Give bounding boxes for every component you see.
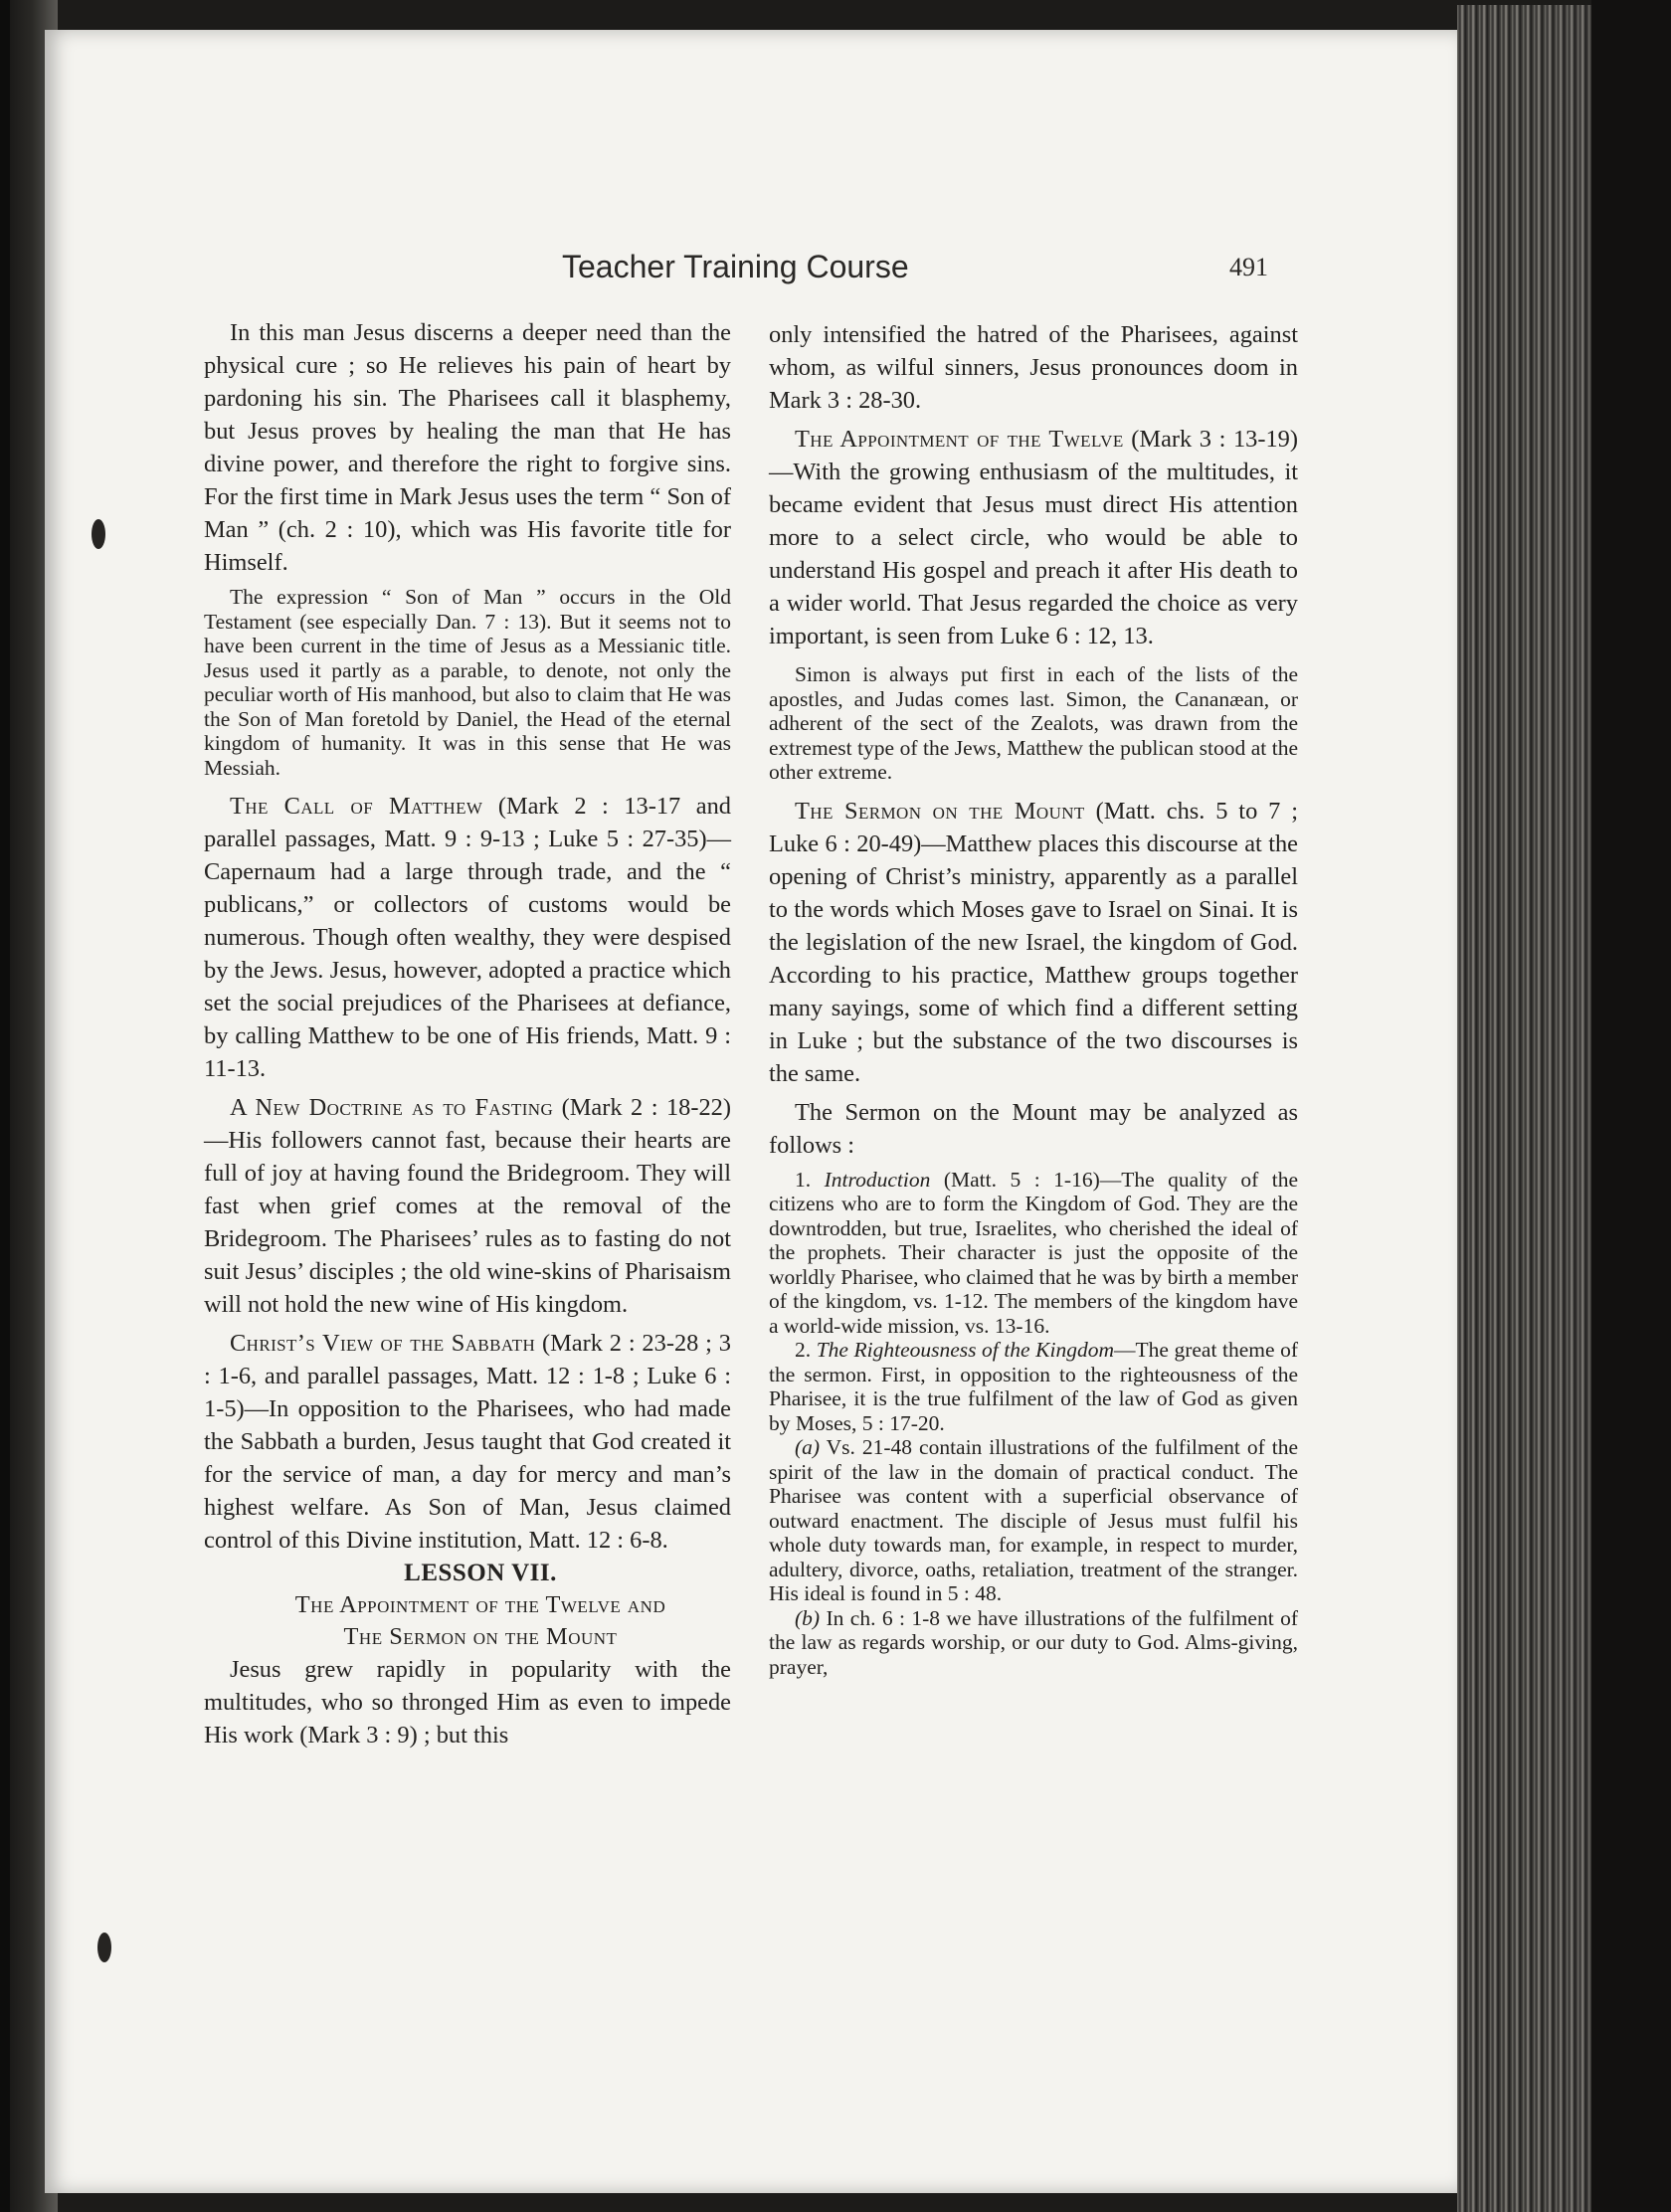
- punch-hole-top: [92, 519, 105, 549]
- paragraph-note: Simon is always put first in each of the lists of the apostles, and Judas comes last. Simon, the Cananæan, or adherent of the sect of the Zealots, was drawn from the extremest type of the Jews, Matthew the publican stood at the other extreme.: [769, 662, 1298, 784]
- page-number: 491: [1229, 253, 1268, 281]
- outline-item: [769, 1435, 1298, 1606]
- paragraph: [204, 1091, 731, 1321]
- right-text-column: [769, 318, 1298, 1679]
- outline-body: Vs. 21-48 contain illustrations of the fulfilment of the spirit of the law in the domain of practical conduct. The Pharisee was content with a superficial observance of outward enactment. The disciple of Jesus must fulfil his whole duty towards man, for example, in respect to murder, adultery, divorce, oaths, retaliation, treatment of the stranger. His ideal is found in 5 : 48.: [769, 1435, 1298, 1605]
- outline-number: 1.: [795, 1167, 825, 1192]
- outline-title: Introduction: [824, 1167, 931, 1192]
- paragraph: [769, 423, 1298, 652]
- outline-letter: (a): [795, 1435, 821, 1459]
- paragraph: only intensified the hatred of the Pharisees, against whom, as wilful sinners, Jesus pronounces doom in Mark 3 : 28-30.: [769, 321, 1298, 414]
- lesson-subtitle: [204, 1589, 731, 1653]
- book-cover-edge: [1591, 0, 1671, 2212]
- outline-title: The Righteousness of the Kingdom: [816, 1338, 1114, 1362]
- paragraph-body: (Mark 2 : 18-22)—His followers cannot fast, because their hearts are full of joy at having found the Bridegroom. They will fast when grief comes at the removal of the Bridegroom. The Pharisees’ rules as to fasting do not suit Jesus’ disciples ; the old wine-skins of Pharisaism will not hold the new wine of His kingdom.: [204, 1094, 731, 1318]
- running-header-title: Teacher Training Course: [562, 249, 909, 284]
- paragraph: In this man Jesus discerns a deeper need than the physical cure ; so He relieves his pain of heart by pardoning his sin. The Pharisees call it blasphemy, but Jesus proves by healing the man that He has divine power, and therefore the right to forgive sins. For the first time in Mark Jesus uses the term “ Son of Man ” (ch. 2 : 10), which was His favorite title for Himself.: [204, 319, 731, 576]
- paragraph-body: (Mark 2 : 23-28 ; 3 : 1-6, and parallel passages, Matt. 12 : 1-8 ; Luke 6 : 1-5)—In opposition to the Pharisees, who had made the Sabbath a burden, Jesus taught that God created it for the service of man, a day for mercy and man’s highest welfare. As Son of Man, Jesus claimed control of this Divine institution, Matt. 12 : 6-8.: [204, 1330, 731, 1554]
- section-heading: A New Doctrine as to Fasting: [230, 1094, 554, 1121]
- outline-letter: (b): [795, 1605, 821, 1630]
- section-heading: The Appointment of the Twelve: [795, 426, 1124, 453]
- paragraph: [204, 1327, 731, 1557]
- paragraph-body: (Mark 2 : 13-17 and parallel passages, Matt. 9 : 9-13 ; Luke 5 : 27-35)—Capernaum had a large through trade, and the “ publicans,” or collectors of customs would be numerous. Though often wealthy, they were despised by the Jews. Jesus, however, adopted a practice which set the social prejudices of the Pharisees at defiance, by calling Matthew to be one of His friends, Matt. 9 : 11-13.: [204, 793, 731, 1082]
- paragraph-note: The expression “ Son of Man ” occurs in the Old Testament (see especially Dan. 7 : 13). But it seems not to have been current in the time of Jesus as a Messianic title. Jesus used it partly as a parable, to denote, not only the peculiar worth of His manhood, but also to claim that He was the Son of Man foretold by Daniel, the Head of the eternal kingdom of humanity. It was in this sense that He was Messiah.: [204, 585, 731, 780]
- outline-body: (Matt. 5 : 1-16)—The quality of the citizens who are to form the Kingdom of God. They are the downtrodden, but true, Israelites, who cherished the ideal of the prophets. Their character is just the opposite of the worldly Pharisee, who claimed that he was by birth a member of the kingdom, vs. 1-12. The members of the kingdom have a world-wide mission, vs. 13-16.: [769, 1167, 1299, 1338]
- lesson-subtitle-line-1: The Appointment of the Twelve and: [294, 1591, 666, 1618]
- section-heading: The Sermon on the Mount: [795, 797, 1085, 825]
- lesson-subtitle-line-2: The Sermon on the Mount: [343, 1623, 618, 1650]
- left-text-column: [204, 316, 731, 1751]
- binding-edge: [0, 0, 10, 2212]
- outline-item: [769, 1338, 1298, 1435]
- paragraph-body: (Mark 3 : 13-19)—With the growing enthusiasm of the multitudes, it became evident that Jesus must direct His attention more to a select circle, who would be able to understand His gospel and preach it after His death to a wider world. That Jesus regarded the choice as very important, is seen from Luke 6 : 12, 13.: [769, 426, 1299, 649]
- paragraph: The Sermon on the Mount may be analyzed as follows :: [769, 1098, 1298, 1159]
- outline-body: In ch. 6 : 1-8 we have illustrations of the fulfilment of the law as regards worship, or our duty to God. Alms-giving, prayer,: [769, 1605, 1298, 1679]
- paragraph: [204, 790, 731, 1085]
- section-heading: The Call of Matthew: [230, 793, 483, 820]
- outline-item: [769, 1168, 1298, 1339]
- lesson-title: LESSON VII.: [404, 1560, 557, 1586]
- outline-number: 2.: [795, 1338, 817, 1362]
- section-heading: Christ’s View of the Sabbath: [230, 1330, 536, 1357]
- paragraph: [769, 795, 1298, 1090]
- outline-body: —The great theme of the sermon. First, in opposition to the righteousness of the Pharisee, it is the true fulfilment of the law of God as given by Moses, 5 : 17-20.: [769, 1338, 1298, 1435]
- punch-hole-bottom: [97, 1933, 111, 1962]
- outline-item: [769, 1606, 1298, 1680]
- paragraph: Jesus grew rapidly in popularity with the multitudes, who so thronged Him as even to impede His work (Mark 3 : 9) ; but this: [204, 1656, 731, 1749]
- paragraph-body: (Matt. chs. 5 to 7 ; Luke 6 : 20-49)—Matthew places this discourse at the opening of Christ’s ministry, apparently as a parallel to the words which Moses gave to Israel on Sinai. It is the legislation of the new Israel, the kingdom of God. According to his practice, Matthew groups together many sayings, some of which find a different setting in Luke ; but the substance of the two discourses is the same.: [769, 797, 1298, 1087]
